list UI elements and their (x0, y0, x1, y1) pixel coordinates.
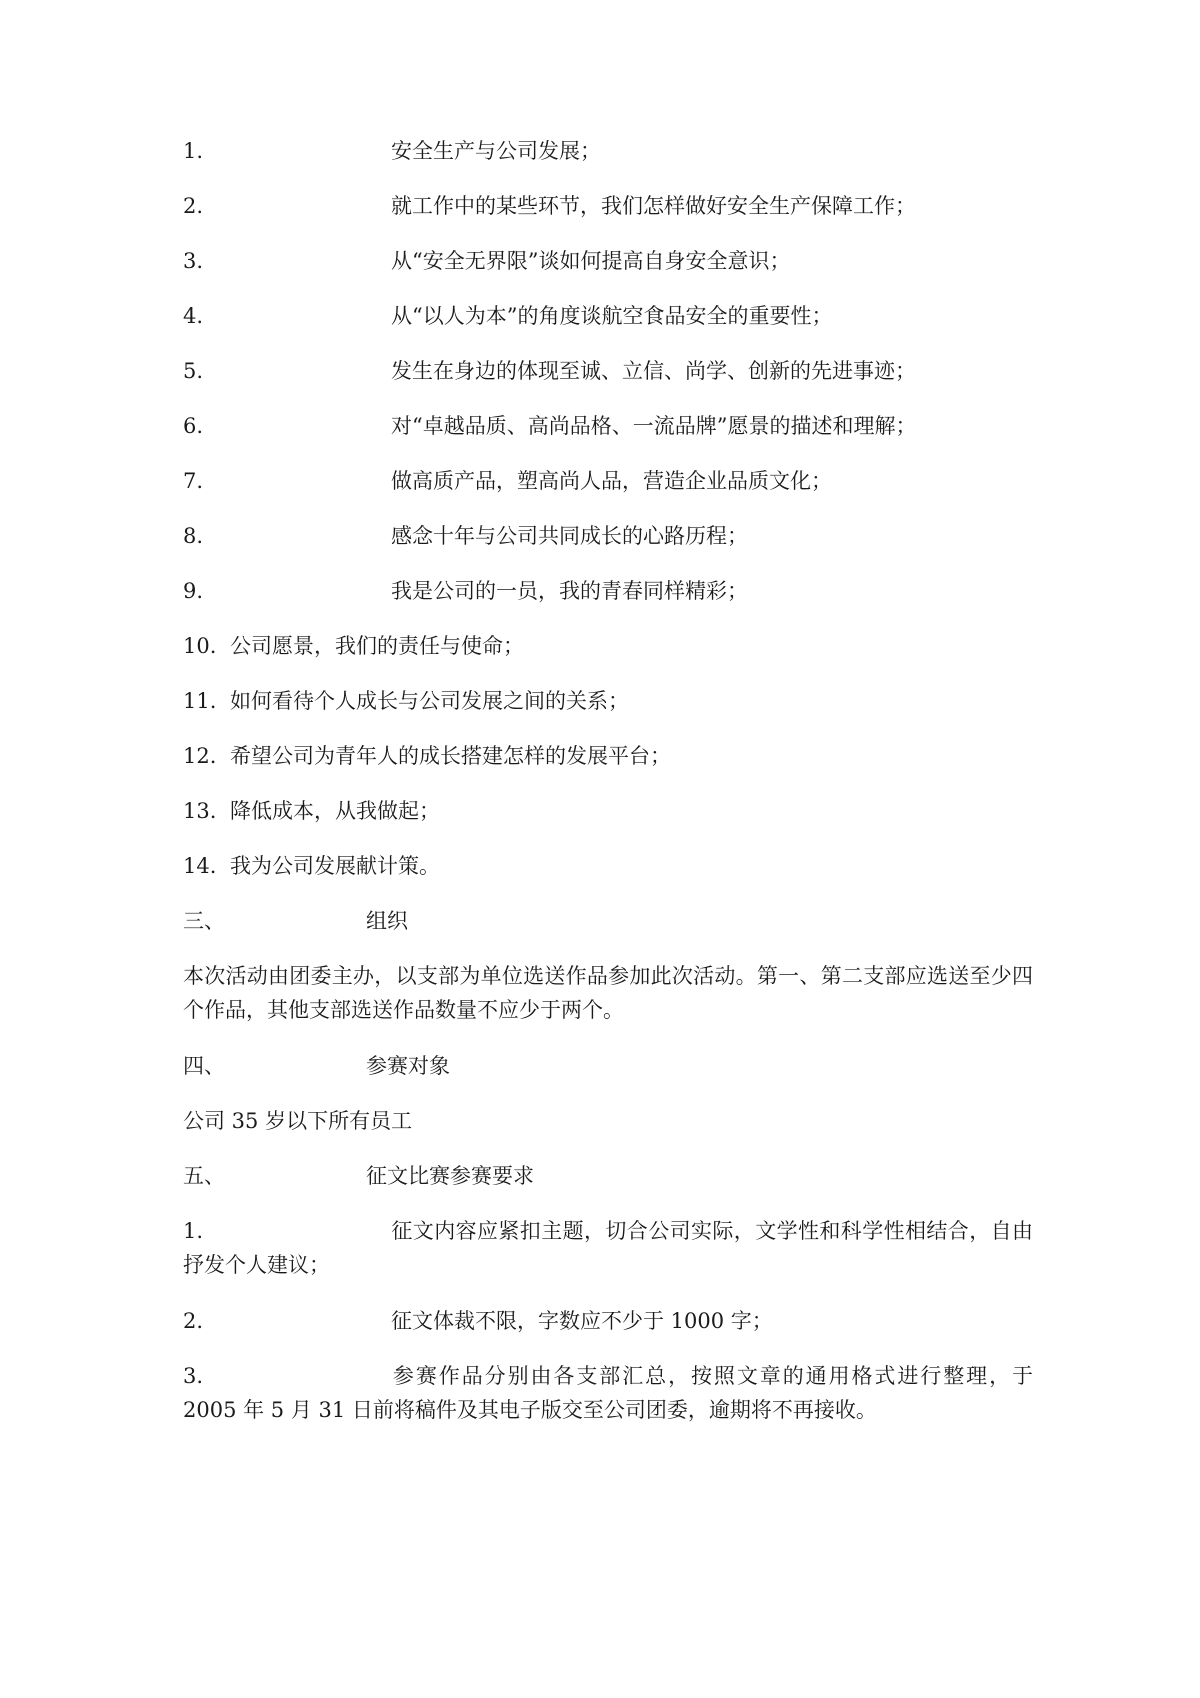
requirement-number: 3. (183, 1364, 204, 1388)
section-number: 五、 (183, 1164, 225, 1188)
topic-text: 发生在身边的体现至诚、立信、尚学、创新的先进事迹； (391, 359, 916, 383)
topic-text: 就工作中的某些环节，我们怎样做好安全生产保障工作； (391, 194, 916, 218)
section-heading (183, 1049, 1033, 1083)
topic-item (183, 244, 1033, 278)
topic-text: 做高质产品，塑高尚人品，营造企业品质文化； (391, 469, 832, 493)
section-heading (183, 904, 1033, 938)
topic-text: 公司愿景，我们的责任与使命； (230, 634, 524, 658)
topic-number: 5. (183, 359, 204, 383)
requirement-number: 1. (183, 1219, 204, 1243)
requirement-item (183, 1359, 1033, 1427)
topic-item (183, 849, 1033, 883)
topic-number: 10. (183, 634, 217, 658)
topic-number: 3. (183, 249, 204, 273)
topic-number: 12. (183, 744, 217, 768)
topic-number: 7. (183, 469, 204, 493)
topic-number: 11. (183, 689, 217, 713)
section-title: 参赛对象 (366, 1054, 450, 1078)
requirement-item (183, 1214, 1033, 1282)
section-number: 三、 (183, 909, 225, 933)
topic-item (183, 134, 1033, 168)
topic-item (183, 189, 1033, 223)
topic-item (183, 739, 1033, 773)
section-heading (183, 1159, 1033, 1193)
requirement-text: 征文内容应紧扣主题，切合公司实际，文学性和科学性相结合，自由抒发个人建议； (183, 1219, 1033, 1277)
topic-item (183, 409, 1033, 443)
topic-text: 如何看待个人成长与公司发展之间的关系； (230, 689, 629, 713)
section-paragraph: 本次活动由团委主办，以支部为单位选送作品参加此次活动。第一、第二支部应选送至少四个作品，其他支部选送作品数量不应少于两个。 (183, 964, 1033, 1022)
requirement-text: 参赛作品分别由各支部汇总，按照文章的通用格式进行整理，于 2005 年 5 月 31 日前将稿件及其电子版交至公司团委，逾期将不再接收。 (183, 1364, 1033, 1422)
section-paragraph: 公司 35 岁以下所有员工 (183, 1109, 413, 1133)
section-title: 组织 (366, 909, 408, 933)
topic-number: 2. (183, 194, 204, 218)
requirement-text: 征文体裁不限，字数应不少于 1000 字； (391, 1309, 773, 1333)
topic-text: 感念十年与公司共同成长的心路历程； (391, 524, 748, 548)
topic-number: 1. (183, 139, 204, 163)
topic-text: 安全生产与公司发展； (391, 139, 601, 163)
topic-item (183, 629, 1033, 663)
topic-text: 我为公司发展献计策。 (230, 854, 440, 878)
topic-text: 对“卓越品质、高尚品格、一流品牌”愿景的描述和理解； (391, 414, 917, 438)
topic-item (183, 794, 1033, 828)
requirement-number: 2. (183, 1309, 204, 1333)
topic-item (183, 299, 1033, 333)
requirement-item (183, 1304, 1033, 1338)
topic-item (183, 519, 1033, 553)
topic-text: 从“安全无界限”谈如何提高自身安全意识； (391, 249, 791, 273)
section-number: 四、 (183, 1054, 225, 1078)
topic-text: 希望公司为青年人的成长搭建怎样的发展平台； (230, 744, 671, 768)
topic-text: 降低成本，从我做起； (230, 799, 440, 823)
topic-item (183, 684, 1033, 718)
topic-number: 9. (183, 579, 204, 603)
topic-item (183, 574, 1033, 608)
topic-number: 13. (183, 799, 217, 823)
topic-number: 6. (183, 414, 204, 438)
topic-item (183, 464, 1033, 498)
section-title: 征文比赛参赛要求 (366, 1164, 534, 1188)
topic-item (183, 354, 1033, 388)
topic-text: 从“以人为本”的角度谈航空食品安全的重要性； (391, 304, 833, 328)
topic-number: 4. (183, 304, 204, 328)
topic-number: 14. (183, 854, 217, 878)
topic-number: 8. (183, 524, 204, 548)
topic-text: 我是公司的一员，我的青春同样精彩； (391, 579, 748, 603)
